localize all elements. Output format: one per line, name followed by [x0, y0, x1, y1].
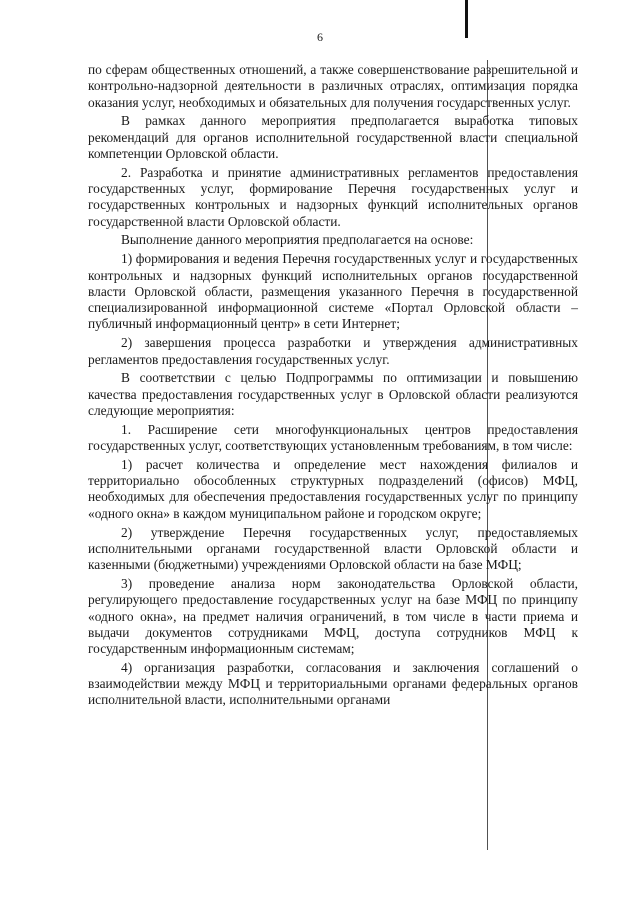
paragraph: 2) утверждение Перечня государственных услуг, предоставляемых исполнительными органами государственной власти Орловской области и казенными (бюджетными) учреждениями Орловской области на базе МФЦ;: [88, 524, 578, 573]
paragraph: Выполнение данного мероприятия предполагается на основе:: [121, 232, 474, 248]
paragraph: 1. Расширение сети многофункциональных центров предоставления государственных услуг, соответствующих установленным требованиям, в том числе:: [88, 421, 578, 454]
paragraph: 2. Разработка и принятие административных регламентов предоставления государственных услуг, формирование Перечня государственных услуг и государственных контрольных и надзорных функций исполнительных органов государственной власти Орловской области.: [88, 164, 578, 229]
paragraph: 1) расчет количества и определение мест нахождения филиалов и территориально обособленных структурных подразделений (офисов) МФЦ, необходимых для обеспечения предоставления государственных услуг по принципу «одного окна» в каждом муниципальном районе и городском округе;: [88, 456, 578, 521]
document-body: [88, 62, 578, 711]
page-number: 6: [317, 30, 323, 44]
paragraph: 3) проведение анализа норм законодательства Орловской области, регулирующего предоставление государственных услуг на базе МФЦ по принципу «одного окна», на предмет наличия ограничений, в том числе в части приема и выдачи документов сотрудниками МФЦ, доступа сотрудников МФЦ к государственным информационным системам;: [88, 575, 578, 657]
paragraph: 4) организация разработки, согласования и заключения соглашений о взаимодействии между МФЦ и территориальными органами федеральных органов исполнительной власти, исполнительными органами: [88, 659, 578, 708]
paragraph: В рамках данного мероприятия предполагается выработка типовых рекомендаций для органов исполнительной государственной власти специальной компетенции Орловской области.: [88, 113, 578, 161]
paragraph: 1) формирования и ведения Перечня государственных услуг и государственных контрольных и надзорных функций исполнительных органов государственной власти Орловской области, размещения указанного Перечня в государственной специализированной информационной системе «Портал Орловской области – публичный информационный центр» в сети Интернет;: [88, 251, 578, 332]
paragraph: В соответствии с целью Подпрограммы по оптимизации и повышению качества предоставления государственных услуг в Орловской области реализуются следующие мероприятия:: [88, 370, 578, 418]
paragraph: 2) завершения процесса разработки и утверждения административных регламентов предоставления государственных услуг.: [88, 335, 578, 367]
paragraph: по сферам общественных отношений, а также совершенствование разрешительной и контрольно-надзорной деятельности в различных отраслях, оптимизация порядка оказания услуг, необходимых и обязательных для получения государственных услуг.: [88, 62, 578, 110]
